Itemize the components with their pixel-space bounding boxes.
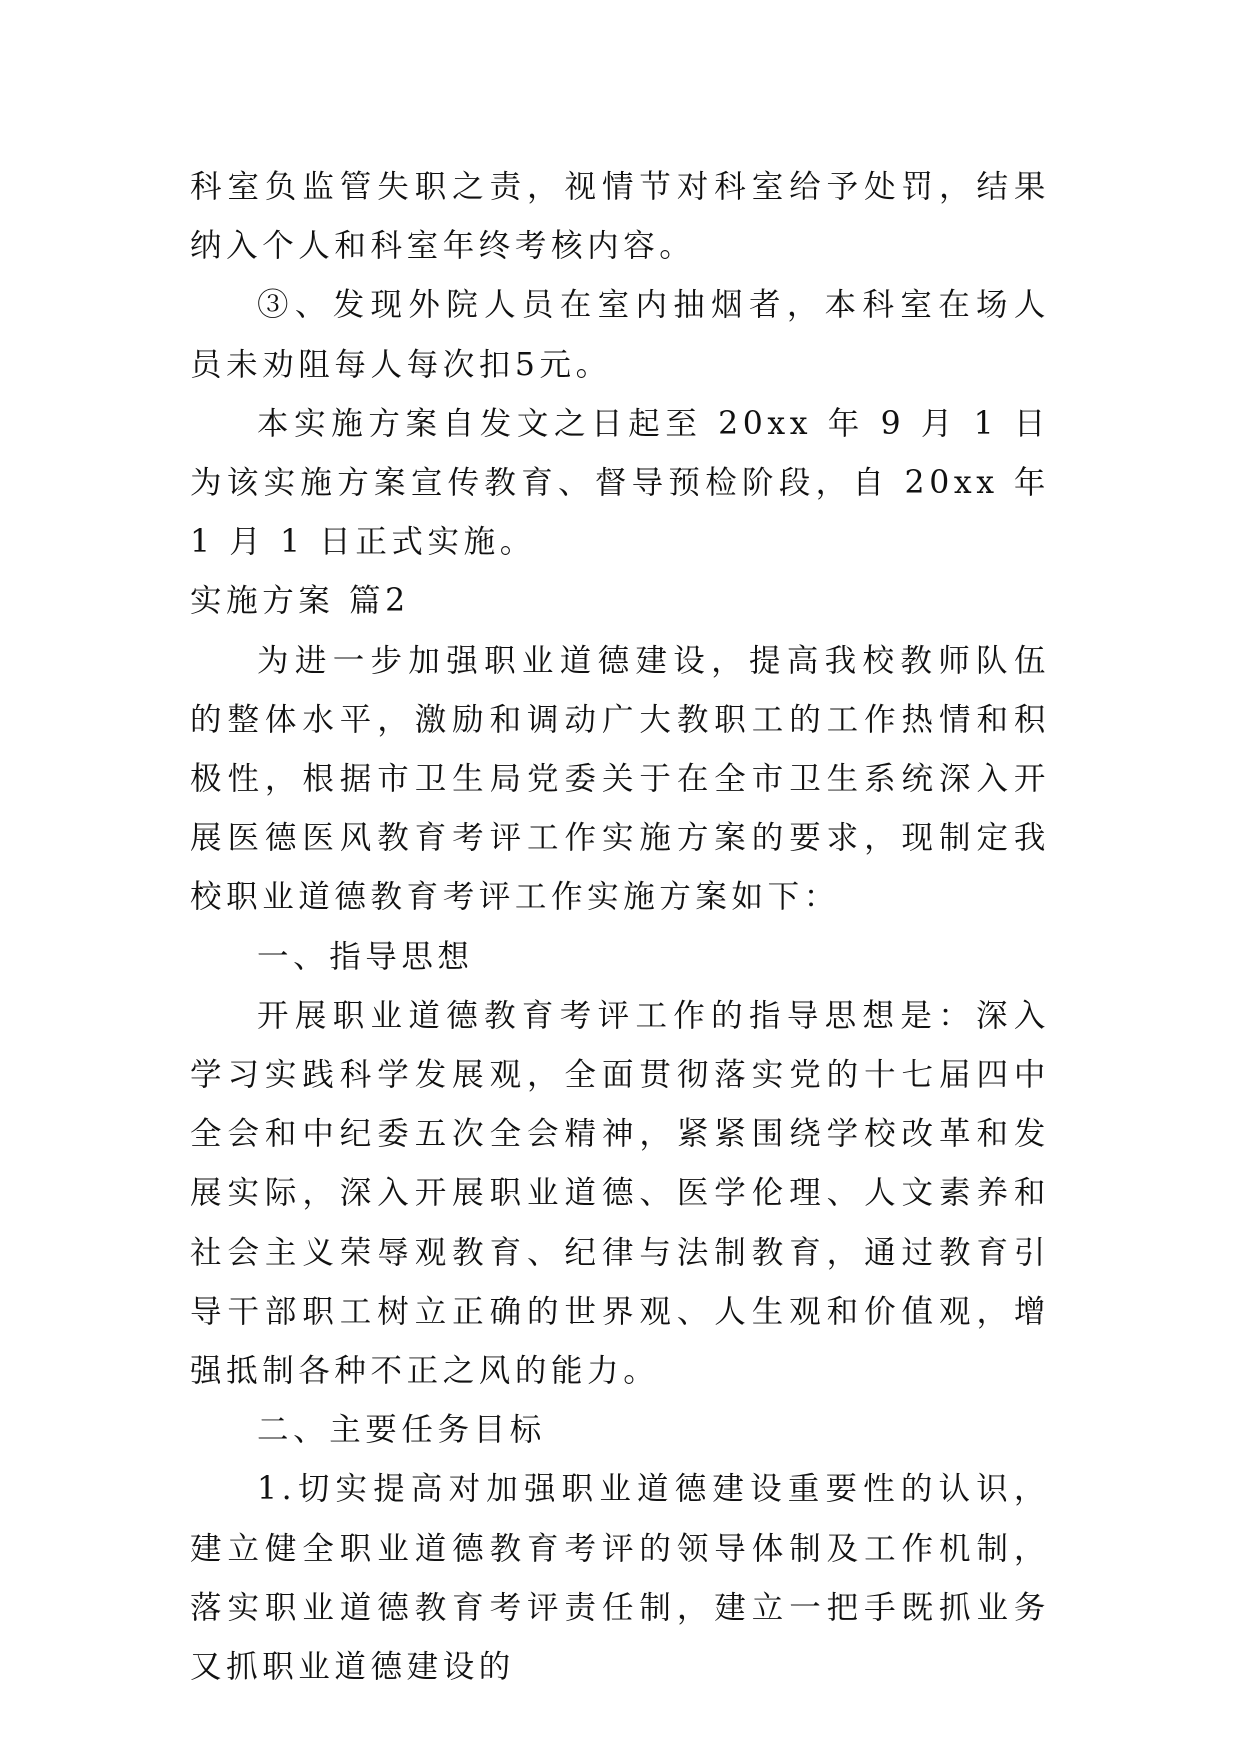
- section-heading: 实施方案 篇2: [190, 583, 410, 620]
- paragraph-intro: 为进一步加强职业道德建设，提高我校教师队伍的整体水平，激励和调动广大教职工的工作热情和积极性，根据市卫生局党委关于在全市卫生系统深入开展医德医风教育考评工作实施方案的要求，现制定我校职业道德教育考评工作实施方案如下：: [190, 642, 1050, 916]
- paragraph-3: 本实施方案自发文之日起至 20xx 年 9 月 1 日为该实施方案宣传教育、督导预检阶段，自 20xx 年 1 月 1 日正式实施。: [190, 405, 1050, 561]
- paragraph-task-1: 1.切实提高对加强职业道德建设重要性的认识，建立健全职业道德教育考评的领导体制及工作机制，落实职业道德教育考评责任制，建立一把手既抓业务又抓职业道德建设的: [190, 1471, 1050, 1686]
- document-body: [190, 158, 1050, 1697]
- subheading-guiding-ideology: 一、指导思想: [257, 938, 474, 975]
- paragraph-guiding-ideology: 开展职业道德教育考评工作的指导思想是：深入学习实践科学发展观，全面贯彻落实党的十七届四中全会和中纪委五次全会精神，紧紧围绕学校改革和发展实际，深入开展职业道德、医学伦理、人文素养和社会主义荣辱观教育、纪律与法制教育，通过教育引导干部职工树立正确的世界观、人生观和价值观，增强抵制各种不正之风的能力。: [190, 997, 1050, 1390]
- subheading-main-tasks: 二、主要任务目标: [257, 1412, 546, 1449]
- paragraph-1: 科室负监管失职之责，视情节对科室给予处罚，结果纳入个人和科室年终考核内容。: [190, 169, 1050, 265]
- paragraph-2: ③、发现外院人员在室内抽烟者，本科室在场人员未劝阻每人每次扣5元。: [190, 287, 1050, 383]
